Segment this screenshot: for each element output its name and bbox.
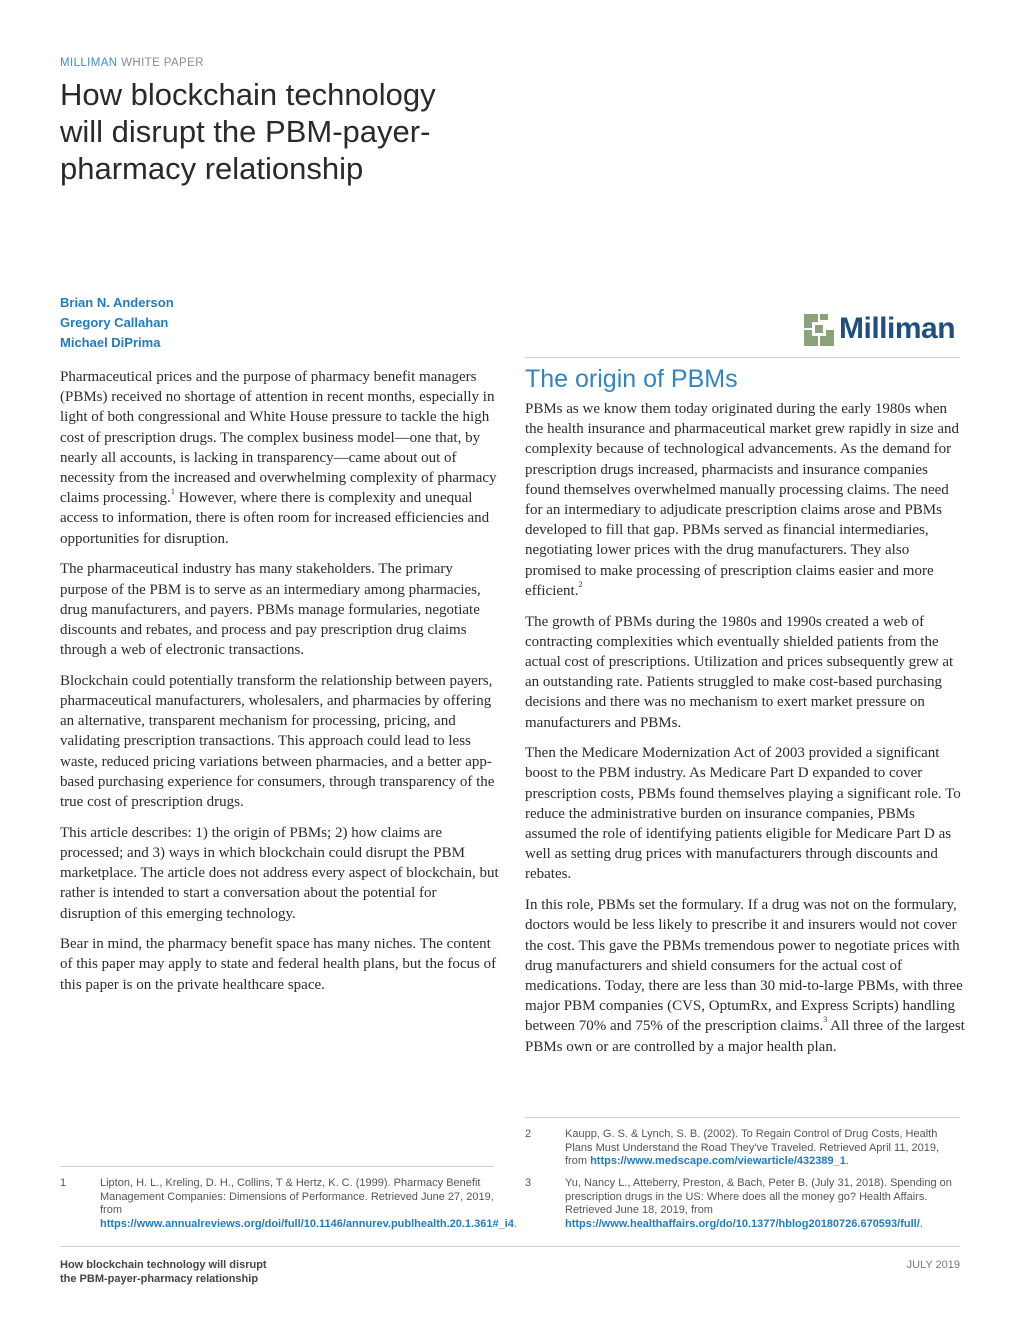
footnote-number: 2 [525,1128,532,1140]
footnote-text [565,1177,960,1231]
footnote-citation: Kaupp, G. S. & Lynch, S. B. (2002). To Regain Control of Drug Costs, Health Plans Must Understand the Road They've Traveled. Retrieved April 11, 2019, from [565,1128,940,1168]
logo-wordmark: Milliman [839,312,956,345]
paragraph-text: In this role, PBMs set the formulary. If a drug was not on the formulary, doctors would be less likely to prescribe it and insurers would not cover the cost. This gave the PBMs tremendous power to negotiate prices with drug manufacturers and shield consumers for the actual cost of medications. Today, there are less than 30 mid-to-large PBMs, with three major PBM companies (CVS, OptumRx, and Express Scripts) handling between 70% and 75% of the prescription claims. [525,897,963,1035]
footnote-ref: 1 [170,487,175,497]
footnote-divider [525,1117,960,1118]
kicker-label: WHITE PAPER [117,57,204,69]
document-title: How blockchain technology will disrupt the PBM-payer-pharmacy relationship [60,77,436,186]
footnote-citation: Lipton, H. L., Kreling, D. H., Collins, T & Hertz, K. C. (1999). Pharmacy Benefit Management Companies: Dimensions of Performance. Retrieved June 27, 2019, from [100,1177,494,1217]
milliman-logo [804,314,964,348]
body-paragraph: The growth of PBMs during the 1980s and 1990s created a web of contracting complexities which eventually shielded patients from the actual cost of prescriptions. Utilization and prices subsequently grew at an outstanding rate. Patients struggled to make cost-based purchasing decisions and there was no mechanism to exert market pressure on manufacturers and PBMs. [525,613,954,731]
footer-title-line: How blockchain technology will disrupt [60,1259,267,1271]
paragraph-text: Pharmaceutical prices and the purpose of pharmacy benefit managers (PBMs) received no shortage of attention in recent months, especially in light of both congressional and White House pressure to tackle the high cost of prescription drugs. The complex business model—one that, by nearly all accounts, is lacking in transparency—came about out of necessity from the increased and overwhelming complexity of pharmacy claims processing. [60,369,497,507]
footer-divider [60,1246,960,1247]
footnote [525,1128,965,1172]
section-heading: The origin of PBMs [525,365,738,393]
footnote-end: . [845,1155,849,1168]
body-paragraph: Blockchain could potentially transform the relationship between payers, pharmaceutical manufacturers, wholesalers, and pharmacies by offering an alternative, transparent mechanism for processing, pricing, and validating prescription transactions. This approach could lead to less waste, reduced pricing variations between pharmacies, and a better app-based purchasing experience for consumers, through transparency of the true cost of prescription drugs. [60,672,495,811]
author-name: Brian N. Anderson [60,295,174,310]
footer-title-line: the PBM-payer-pharmacy relationship [60,1272,259,1285]
milliman-logo-mark-icon [804,314,834,346]
footer-date: JULY 2019 [906,1259,960,1271]
author-name: Gregory Callahan [60,315,169,330]
footnote-citation: Yu, Nancy L., Atteberry, Preston, & Bach, Peter B. (July 31, 2018). Spending on prescription drugs in the US: Where does all the money go? Health Affairs. Retrieved June 18, 2019, from [565,1177,952,1217]
column-divider [525,357,960,358]
kicker-brand: MILLIMAN [60,57,118,69]
body-paragraph [525,895,965,1057]
footnote [60,1177,517,1237]
footnote-text [565,1128,960,1169]
body-paragraph: This article describes: 1) the origin of PBMs; 2) how claims are processed; and 3) ways in which blockchain could disrupt the PBM marketplace. The article does not address every aspect of blockchain, but rather is intended to start a conversation about the potential for disruption of this emerging technology. [60,824,499,922]
paragraph-text: All three of the largest PBMs own or are controlled by a major health plan. [525,1018,965,1055]
footnote-text [100,1177,517,1231]
author-list [60,293,174,353]
footnote-link[interactable]: https://www.annualreviews.org/doi/full/10.1146/annurev.publhealth.20.1.361#_i4 [100,1217,514,1230]
paragraph-text: However, where there is complexity and unequal access to information, there is often room for increased efficiencies and opportunities for disruption. [60,490,490,547]
author-name: Michael DiPrima [60,335,161,350]
footnote-end: . [919,1217,923,1230]
paragraph-text: PBMs as we know them today originated during the early 1980s when the health insurance and pharmaceutical market grew rapidly in size and complexity because of technological advancements. As the demand for prescription drugs increased, pharmacists and insurance companies found themselves overwhelmed manually processing claims. The need for an intermediary to adjudicate prescription claims arose and PBMs developed to fill that gap. PBMs served as financial intermediaries, negotiating lower prices with the drug manufacturers. They also promised to make processing of prescription claims easier and more efficient. [525,401,959,599]
left-column [60,367,500,1005]
footnote-end: . [513,1217,517,1230]
body-paragraph: Bear in mind, the pharmacy benefit space has many niches. The content of this paper may apply to state and federal health plans, but the focus of this paper is on the private healthcare space. [60,936,497,993]
body-paragraph [60,367,500,549]
footnote-ref: 2 [578,579,583,589]
footnote [525,1177,965,1237]
footer-title [60,1259,320,1286]
body-paragraph: Then the Medicare Modernization Act of 2003 provided a significant boost to the PBM industry. As Medicare Part D expanded to cover prescription costs, PBMs found themselves playing a significant role. To reduce the administrative burden on insurance companies, PBMs assumed the role of identifying patients eligible for Medicare Part D as well as setting drug prices with manufacturers through discounts and rebates. [525,745,961,883]
footnote-number: 3 [525,1177,532,1189]
footnote-link[interactable]: https://www.healthaffairs.org/do/10.1377/hblog20180726.670593/full/ [565,1217,920,1230]
right-column [525,399,965,1067]
body-paragraph [525,399,965,601]
footnote-ref: 3 [823,1015,828,1025]
footnote-link[interactable]: https://www.medscape.com/viewarticle/432389_1 [590,1155,846,1168]
body-paragraph: The pharmaceutical industry has many stakeholders. The primary purpose of the PBM is to serve as an intermediary among pharmacies, drug manufacturers, and payers. PBMs manage formularies, negotiate discounts and rebates, and process and pay prescription drug claims through a web of electronic transactions. [60,561,481,659]
document-kicker [60,57,204,69]
footnote-number: 1 [60,1177,67,1189]
footnote-divider [60,1166,494,1167]
